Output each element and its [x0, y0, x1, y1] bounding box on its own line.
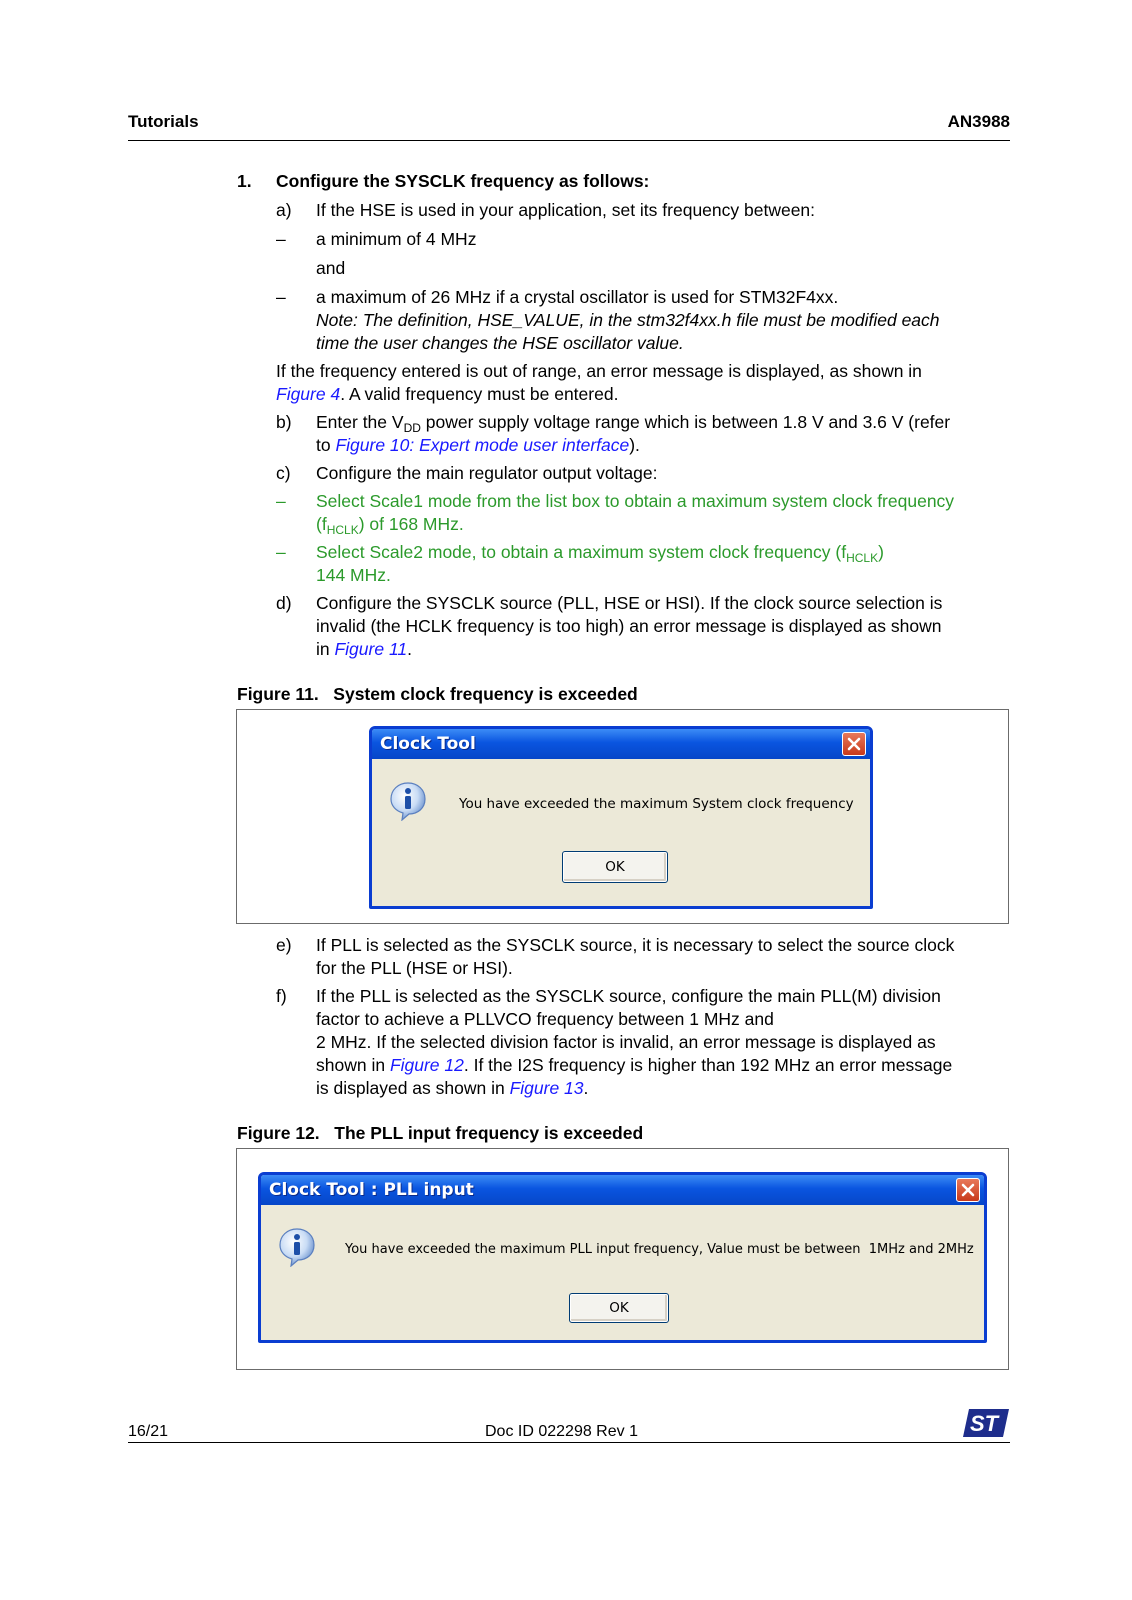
- range-text-2: Figure 4. A valid frequency must be entered.: [276, 384, 619, 404]
- scale1-text: Select Scale1 mode from the list box to obtain a maximum system clock frequency: [316, 491, 955, 511]
- page-number: 16/21: [128, 1423, 169, 1440]
- step-title: Configure the SYSCLK frequency as follows:: [276, 171, 650, 191]
- note-line: Note: The definition, HSE_VALUE, in the stm32f4xx.h file must be modified each: [316, 310, 940, 330]
- note-line: time the user changes the HSE oscillator value.: [316, 333, 684, 353]
- figure-11-title: Figure 11. System clock frequency is exceeded: [237, 684, 638, 704]
- info-icon: [388, 781, 428, 826]
- item-d-label: d): [276, 593, 292, 613]
- figure-10-link[interactable]: Figure 10: Expert mode user interface: [335, 435, 630, 455]
- item-f-line: is displayed as shown in Figure 13.: [316, 1078, 589, 1098]
- range-text: If the frequency entered is out of range, an error message is displayed, as shown in: [276, 361, 922, 381]
- item-e-line: for the PLL (HSE or HSI).: [316, 958, 513, 978]
- item-b-label: b): [276, 412, 292, 432]
- ok-button[interactable]: OK: [569, 1293, 669, 1323]
- close-button[interactable]: [956, 1178, 980, 1202]
- item-c-text: Configure the main regulator output voltage:: [316, 463, 658, 483]
- item-d-line: invalid (the HCLK frequency is too high) an error message is displayed as shown: [316, 616, 942, 636]
- close-icon: [843, 733, 865, 755]
- hse-min: a minimum of 4 MHz: [316, 229, 477, 249]
- footer-rule: [128, 1442, 1010, 1443]
- figure-12-frame: [236, 1148, 1009, 1370]
- scale2-text-2: 144 MHz.: [316, 565, 391, 585]
- hse-max: a maximum of 26 MHz if a crystal oscillator is used for STM32F4xx.: [316, 287, 839, 307]
- item-d-line: in Figure 11.: [316, 639, 412, 659]
- doc-number: AN3988: [947, 112, 1010, 131]
- step-number: 1.: [237, 171, 252, 191]
- dialog-title: Clock Tool : PLL input: [269, 1180, 474, 1200]
- item-f-line: If the PLL is selected as the SYSCLK source, configure the main PLL(M) division: [316, 986, 941, 1006]
- dialog-titlebar: [372, 729, 870, 759]
- doc-id: Doc ID 022298 Rev 1: [485, 1423, 638, 1440]
- conjunction: and: [316, 258, 346, 278]
- close-icon: [957, 1179, 979, 1201]
- dash: –: [276, 229, 286, 249]
- item-f-line: factor to achieve a PLLVCO frequency between 1 MHz and: [316, 1009, 774, 1029]
- pll-input-dialog: [258, 1172, 987, 1343]
- figure-11-link[interactable]: Figure 11: [334, 639, 408, 659]
- item-f-line: 2 MHz. If the selected division factor is invalid, an error message is displayed as: [316, 1032, 936, 1052]
- item-a-label: a): [276, 200, 292, 220]
- header-rule: [128, 140, 1010, 141]
- item-b-ref: to Figure 10: Expert mode user interface).: [316, 435, 640, 455]
- dialog-message: You have exceeded the maximum System clock frequency: [459, 796, 854, 812]
- dialog-title: Clock Tool: [380, 734, 476, 754]
- scale1-text-2: $(f_{HCLK})$ of 168 MHz.: [316, 514, 464, 537]
- figure-4-link[interactable]: Figure 4: [276, 384, 341, 404]
- item-f-label: f): [276, 986, 287, 1006]
- item-e-label: e): [276, 935, 292, 955]
- scale2-text: Select Scale2 mode, to obtain a maximum system clock frequency $(f_{HCLK})$: [316, 542, 884, 565]
- ok-button[interactable]: OK: [562, 851, 668, 883]
- item-b-text: Enter the $V_{DD}$ power supply voltage range which is between 1.8 V and 3.6 V (refer: [316, 412, 951, 435]
- dash: –: [276, 542, 286, 562]
- item-f-line: shown in Figure 12. If the I2S frequency is higher than 192 MHz an error message: [316, 1055, 953, 1075]
- clock-tool-dialog: [369, 726, 873, 909]
- header-section: Tutorials: [128, 112, 199, 131]
- figure-12-title: Figure 12. The PLL input frequency is exceeded: [237, 1123, 644, 1143]
- dialog-message: You have exceeded the maximum PLL input frequency, Value must be between 1MHz and 2MHz: [345, 1242, 974, 1257]
- info-icon: [277, 1227, 317, 1272]
- item-a-text: If the HSE is used in your application, set its frequency between:: [316, 200, 816, 220]
- dialog-titlebar: [261, 1175, 984, 1205]
- item-d-line: Configure the SYSCLK source (PLL, HSE or HSI). If the clock source selection is: [316, 593, 943, 613]
- dash: –: [276, 491, 286, 511]
- close-button[interactable]: [842, 732, 866, 756]
- svg-text:ST: ST: [969, 1411, 999, 1436]
- st-logo: [963, 1409, 1009, 1442]
- dash: –: [276, 287, 286, 307]
- item-e-line: If PLL is selected as the SYSCLK source, it is necessary to select the source clock: [316, 935, 955, 955]
- figure-11-frame: [236, 709, 1009, 924]
- figure-12-link[interactable]: Figure 12: [389, 1055, 464, 1075]
- figure-13-link[interactable]: Figure 13: [509, 1078, 584, 1098]
- item-c-label: c): [276, 463, 291, 483]
